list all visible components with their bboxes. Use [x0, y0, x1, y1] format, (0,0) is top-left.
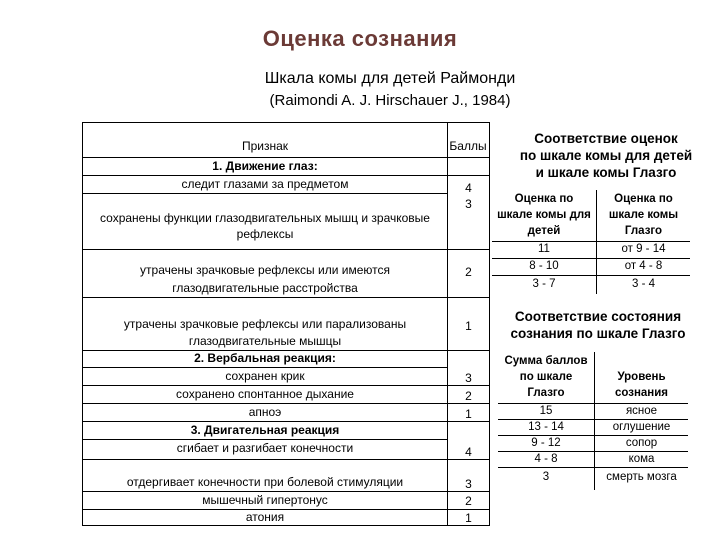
- section-motor: 3. Двигательная реакция: [190, 423, 340, 437]
- row-paralyzed-l1: утрачены зрачковые рефлексы или парализованы: [123, 317, 407, 331]
- row-flex-extend: сгибает и разгибает конечности: [176, 441, 354, 455]
- heading-line: сознания по шкале Глазго: [510, 326, 686, 341]
- subtitle-line-1: Шкала комы для детей Раймонди: [264, 70, 516, 87]
- heading-line: Соответствие состояния: [514, 309, 682, 324]
- points-4: 4: [465, 181, 472, 195]
- col-header: Уровень: [617, 371, 666, 383]
- heading-line: и шкале комы Глазго: [535, 165, 677, 180]
- row-divider: [595, 467, 688, 468]
- correspondence-table: [492, 190, 690, 294]
- row-apnea: апноэ: [248, 405, 282, 419]
- points-2: 2: [465, 494, 472, 508]
- consciousness-level: смерть мозга: [606, 471, 677, 483]
- points-3: 3: [465, 371, 472, 385]
- points-1: 1: [465, 511, 472, 525]
- glasgow-score: 3 - 4: [631, 278, 655, 290]
- row-divider: [83, 175, 489, 176]
- section-eye-movement: 1. Движение глаз:: [212, 159, 318, 173]
- points-3: 3: [465, 477, 472, 491]
- consciousness-level: ясное: [625, 405, 658, 417]
- row-divider: [492, 275, 690, 276]
- section-verbal: 2. Вербальная реакция:: [194, 351, 336, 365]
- row-reflexes-lost-l1: утрачены зрачковые рефлексы или имеются: [140, 263, 390, 277]
- row-divider: [83, 421, 489, 422]
- page-title: Оценка сознания: [262, 26, 458, 51]
- children-score: 3 - 7: [532, 278, 556, 290]
- row-divider: [498, 467, 594, 468]
- points-1: 1: [465, 407, 472, 421]
- children-score: 8 - 10: [529, 260, 559, 272]
- row-reflexes-lost-l2: глазодвигательные расстройства: [172, 281, 358, 295]
- heading-line: Соответствие оценок: [534, 131, 678, 146]
- subtitle-line-2: (Raimondi A. J. Hirschauer J., 1984): [269, 92, 511, 109]
- col-header: Глазго: [624, 225, 663, 237]
- points-1: 1: [465, 319, 472, 333]
- row-divider: [83, 403, 489, 404]
- col-header: Сумма баллов: [504, 355, 588, 367]
- col-header: шкале комы: [608, 209, 679, 221]
- consciousness-level: сопор: [625, 437, 658, 449]
- heading-line: по шкале комы для детей: [519, 148, 693, 163]
- col-header: детей: [527, 225, 561, 237]
- row-divider: [83, 439, 447, 440]
- row-divider: [83, 249, 489, 250]
- row-divider: [83, 297, 489, 298]
- glasgow-sum: 13 - 14: [528, 421, 564, 433]
- row-divider: [83, 157, 489, 158]
- row-functions-preserved-l2: рефлексы: [236, 227, 294, 241]
- consciousness-table: [498, 352, 688, 490]
- col-header: Оценка по: [514, 193, 574, 205]
- consciousness-level: оглушение: [612, 421, 671, 433]
- col-header: шкале комы для: [497, 209, 591, 221]
- children-score: 11: [538, 243, 550, 255]
- header-sign: Признак: [241, 139, 289, 153]
- row-spontaneous-breathing: сохранено спонтанное дыхание: [176, 387, 354, 401]
- points-4: 4: [465, 445, 472, 459]
- row-divider: [83, 459, 489, 460]
- col-header: Оценка по: [614, 193, 673, 205]
- col-header: по шкале: [519, 371, 573, 383]
- row-cry-preserved: сохранен крик: [225, 369, 305, 383]
- col-header: сознания: [614, 387, 669, 399]
- points-3: 3: [465, 197, 472, 211]
- glasgow-sum: 3: [542, 471, 550, 483]
- glasgow-sum: 15: [539, 405, 553, 417]
- correspondence-heading: [492, 130, 720, 181]
- row-withdraws-pain: отдергивает конечности при болевой стимуляции: [126, 475, 404, 489]
- consciousness-level: кома: [628, 453, 655, 465]
- row-paralyzed-l2: глазодвигательные мышцы: [188, 334, 342, 348]
- header-points: Баллы: [449, 139, 487, 153]
- row-divider: [83, 491, 489, 492]
- coma-scale-table: [82, 122, 490, 526]
- glasgow-sum: 9 - 12: [531, 437, 561, 449]
- row-divider: [83, 367, 447, 368]
- points-2: 2: [465, 265, 472, 279]
- row-functions-preserved-l1: сохранены функции глазодвигательных мышц и зрачковые: [100, 211, 430, 225]
- row-atonia: атония: [245, 510, 285, 524]
- glasgow-score: от 4 - 8: [624, 260, 663, 272]
- row-divider: [83, 385, 489, 386]
- row-follows-object: следит глазами за предметом: [181, 177, 349, 191]
- glasgow-sum: 4 - 8: [534, 453, 558, 465]
- consciousness-heading: [492, 308, 704, 342]
- row-hypertonus: мышечный гипертонус: [202, 493, 328, 507]
- row-divider: [83, 193, 447, 194]
- points-2: 2: [465, 389, 472, 403]
- col-header: Глазго: [527, 387, 565, 399]
- glasgow-score: от 9 - 14: [621, 243, 666, 255]
